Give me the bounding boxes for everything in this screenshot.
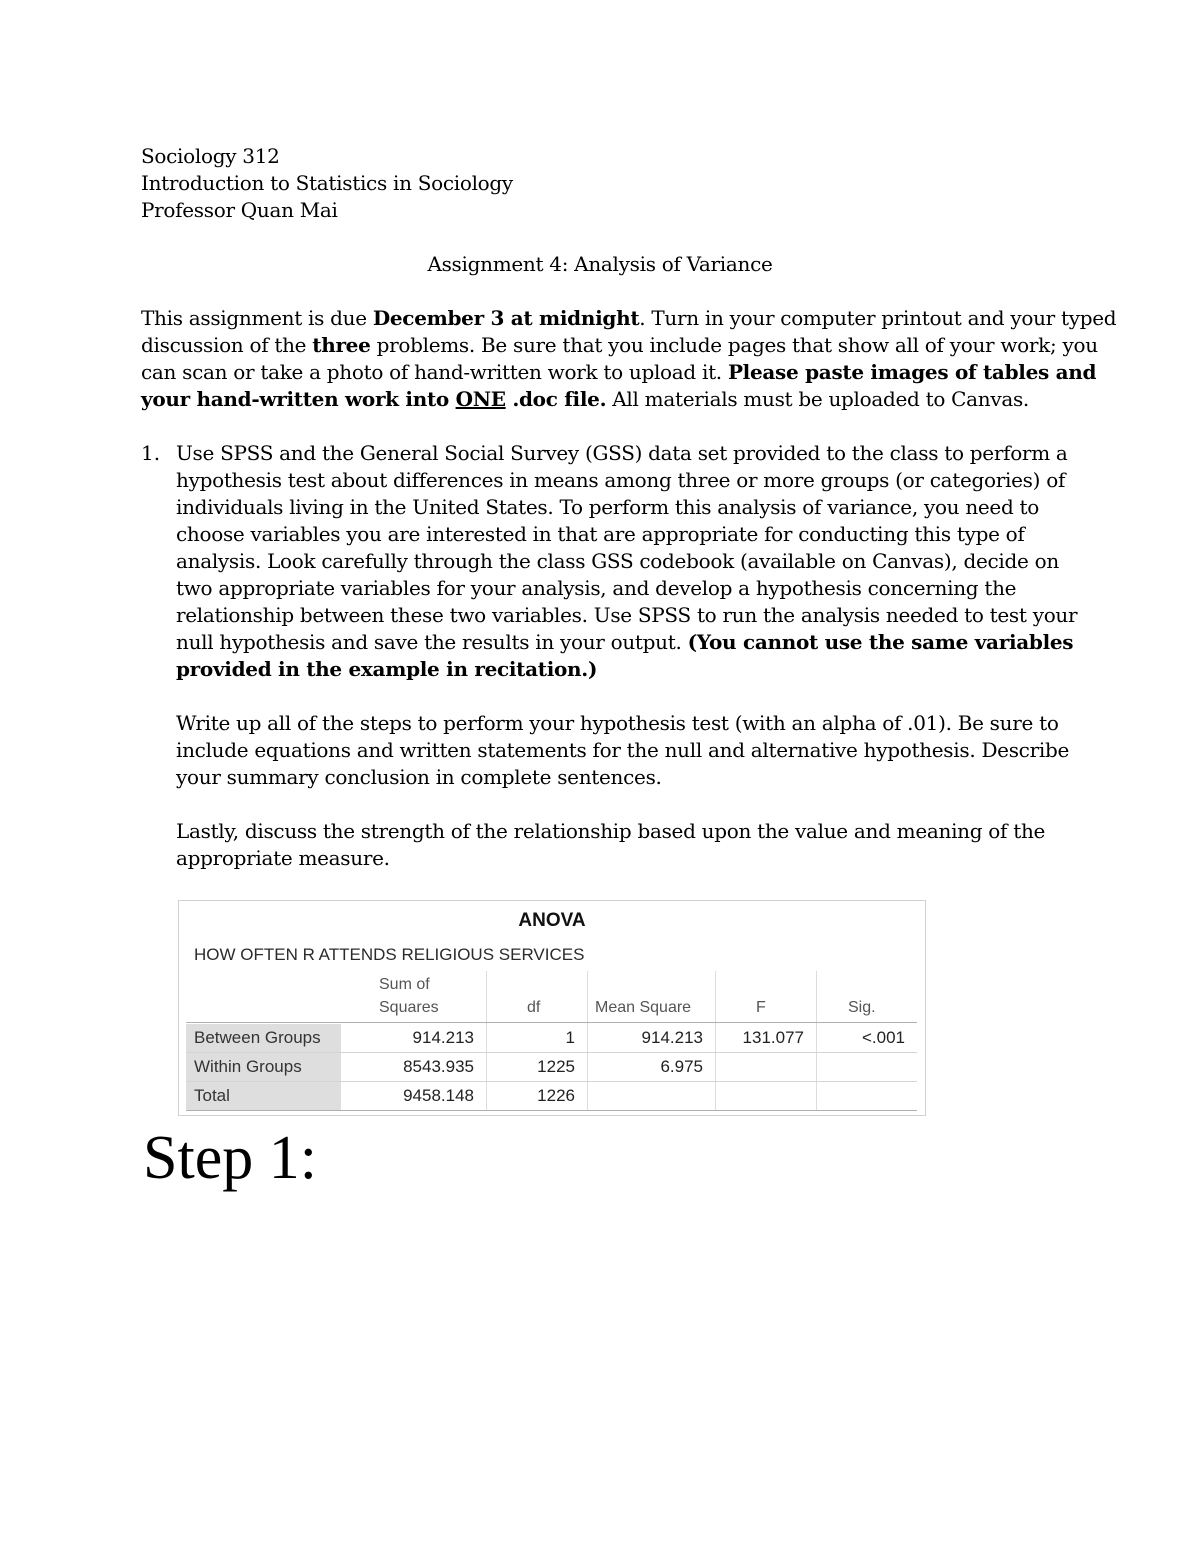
q1-p3-line: appropriate measure. <box>176 846 390 870</box>
q1-line <box>176 629 1073 656</box>
q1-p2-line: include equations and written statements for the null and alternative hypothesis. Describe <box>176 738 1069 762</box>
header-df: df <box>527 999 541 1016</box>
anova-table <box>178 900 926 1116</box>
intro-text: . Turn in your computer printout and your typed <box>639 306 1117 330</box>
cell-ms <box>587 1082 715 1110</box>
header-sig: Sig. <box>848 999 876 1016</box>
professor-name: Professor Quan Mai <box>141 198 338 222</box>
q1-text: null hypothesis and save the results in your output. <box>176 630 688 654</box>
cell-f: 131.077 <box>742 1028 804 1047</box>
intro-line-3 <box>141 359 1096 386</box>
header-squares: Squares <box>379 999 439 1016</box>
q1-line: analysis. Look carefully through the class GSS codebook (available on Canvas), decide on <box>176 549 1059 573</box>
assignment-title: Assignment 4: Analysis of Variance <box>427 252 773 276</box>
intro-line-1 <box>141 305 1116 332</box>
q1-p2-line: Write up all of the steps to perform your hypothesis test (with an alpha of .01). Be sure to <box>176 711 1059 735</box>
cell-df: 1 <box>565 1028 575 1047</box>
header-mean-square: Mean Square <box>595 999 692 1016</box>
cell-df: 1226 <box>537 1086 575 1105</box>
step-heading: Step 1: <box>143 1124 317 1192</box>
row-label-total: Total <box>186 1082 341 1110</box>
table-rule <box>186 1022 917 1023</box>
intro-bold-text: .doc file. <box>505 387 607 411</box>
cell-f <box>715 1053 816 1081</box>
q1-line: two appropriate variables for your analysis, and develop a hypothesis concerning the <box>176 576 1017 600</box>
due-date: December 3 at midnight <box>372 306 640 330</box>
cell-sig <box>816 1082 917 1110</box>
header-f: F <box>756 999 766 1016</box>
q1-line: choose variables you are interested in that are appropriate for conducting this type of <box>176 522 1025 546</box>
course-number: Sociology 312 <box>141 144 280 168</box>
course-title: Introduction to Statistics in Sociology <box>141 171 513 195</box>
q1-line <box>176 656 597 683</box>
q1-line: Use SPSS and the General Social Survey (GSS) data set provided to the class to perform a <box>176 441 1068 465</box>
q1-line: hypothesis test about differences in means among three or more groups (or categories) of <box>176 468 1066 492</box>
cell-ms: 914.213 <box>641 1028 703 1047</box>
q1-line: relationship between these two variables. Use SPSS to run the analysis needed to test your <box>176 603 1078 627</box>
cell-ss: 9458.148 <box>403 1086 474 1105</box>
intro-text: problems. Be sure that you include pages that show all of your work; you <box>370 333 1098 357</box>
intro-text: discussion of the <box>141 333 313 357</box>
cell-sig <box>816 1053 917 1081</box>
header-sum-of: Sum of <box>379 976 430 993</box>
cell-sig: <.001 <box>861 1028 905 1047</box>
cell-f <box>715 1082 816 1110</box>
q1-line: individuals living in the United States. To perform this analysis of variance, you need to <box>176 495 1040 519</box>
row-label-within-groups: Within Groups <box>186 1053 341 1081</box>
dependent-variable: HOW OFTEN R ATTENDS RELIGIOUS SERVICES <box>194 945 585 964</box>
intro-bold-text: your hand-written work into <box>141 387 456 411</box>
q1-p3-line: Lastly, discuss the strength of the relationship based upon the value and meaning of the <box>176 819 1046 843</box>
cell-ss: 8543.935 <box>403 1057 474 1076</box>
table-rule <box>186 1110 917 1111</box>
cell-df: 1225 <box>537 1057 575 1076</box>
q1-bold-note: (You cannot use the same variables <box>687 630 1074 654</box>
problem-count: three <box>312 333 371 357</box>
cell-ms: 6.975 <box>660 1057 703 1076</box>
intro-line-2 <box>141 332 1098 359</box>
anova-title: ANOVA <box>518 910 586 931</box>
intro-text: This assignment is due <box>141 306 373 330</box>
q1-bold-note: provided in the example in recitation.) <box>176 657 598 681</box>
intro-line-4 <box>141 386 1029 413</box>
row-label-between-groups: Between Groups <box>186 1024 341 1052</box>
question-number: 1. <box>141 441 161 465</box>
intro-bold-text: Please paste images of tables and <box>727 360 1097 384</box>
q1-p2-line: your summary conclusion in complete sentences. <box>176 765 662 789</box>
intro-text: can scan or take a photo of hand-written work to upload it. <box>141 360 728 384</box>
one-file-emphasis: ONE <box>455 387 506 411</box>
intro-text: All materials must be uploaded to Canvas. <box>606 387 1029 411</box>
cell-ss: 914.213 <box>412 1028 474 1047</box>
